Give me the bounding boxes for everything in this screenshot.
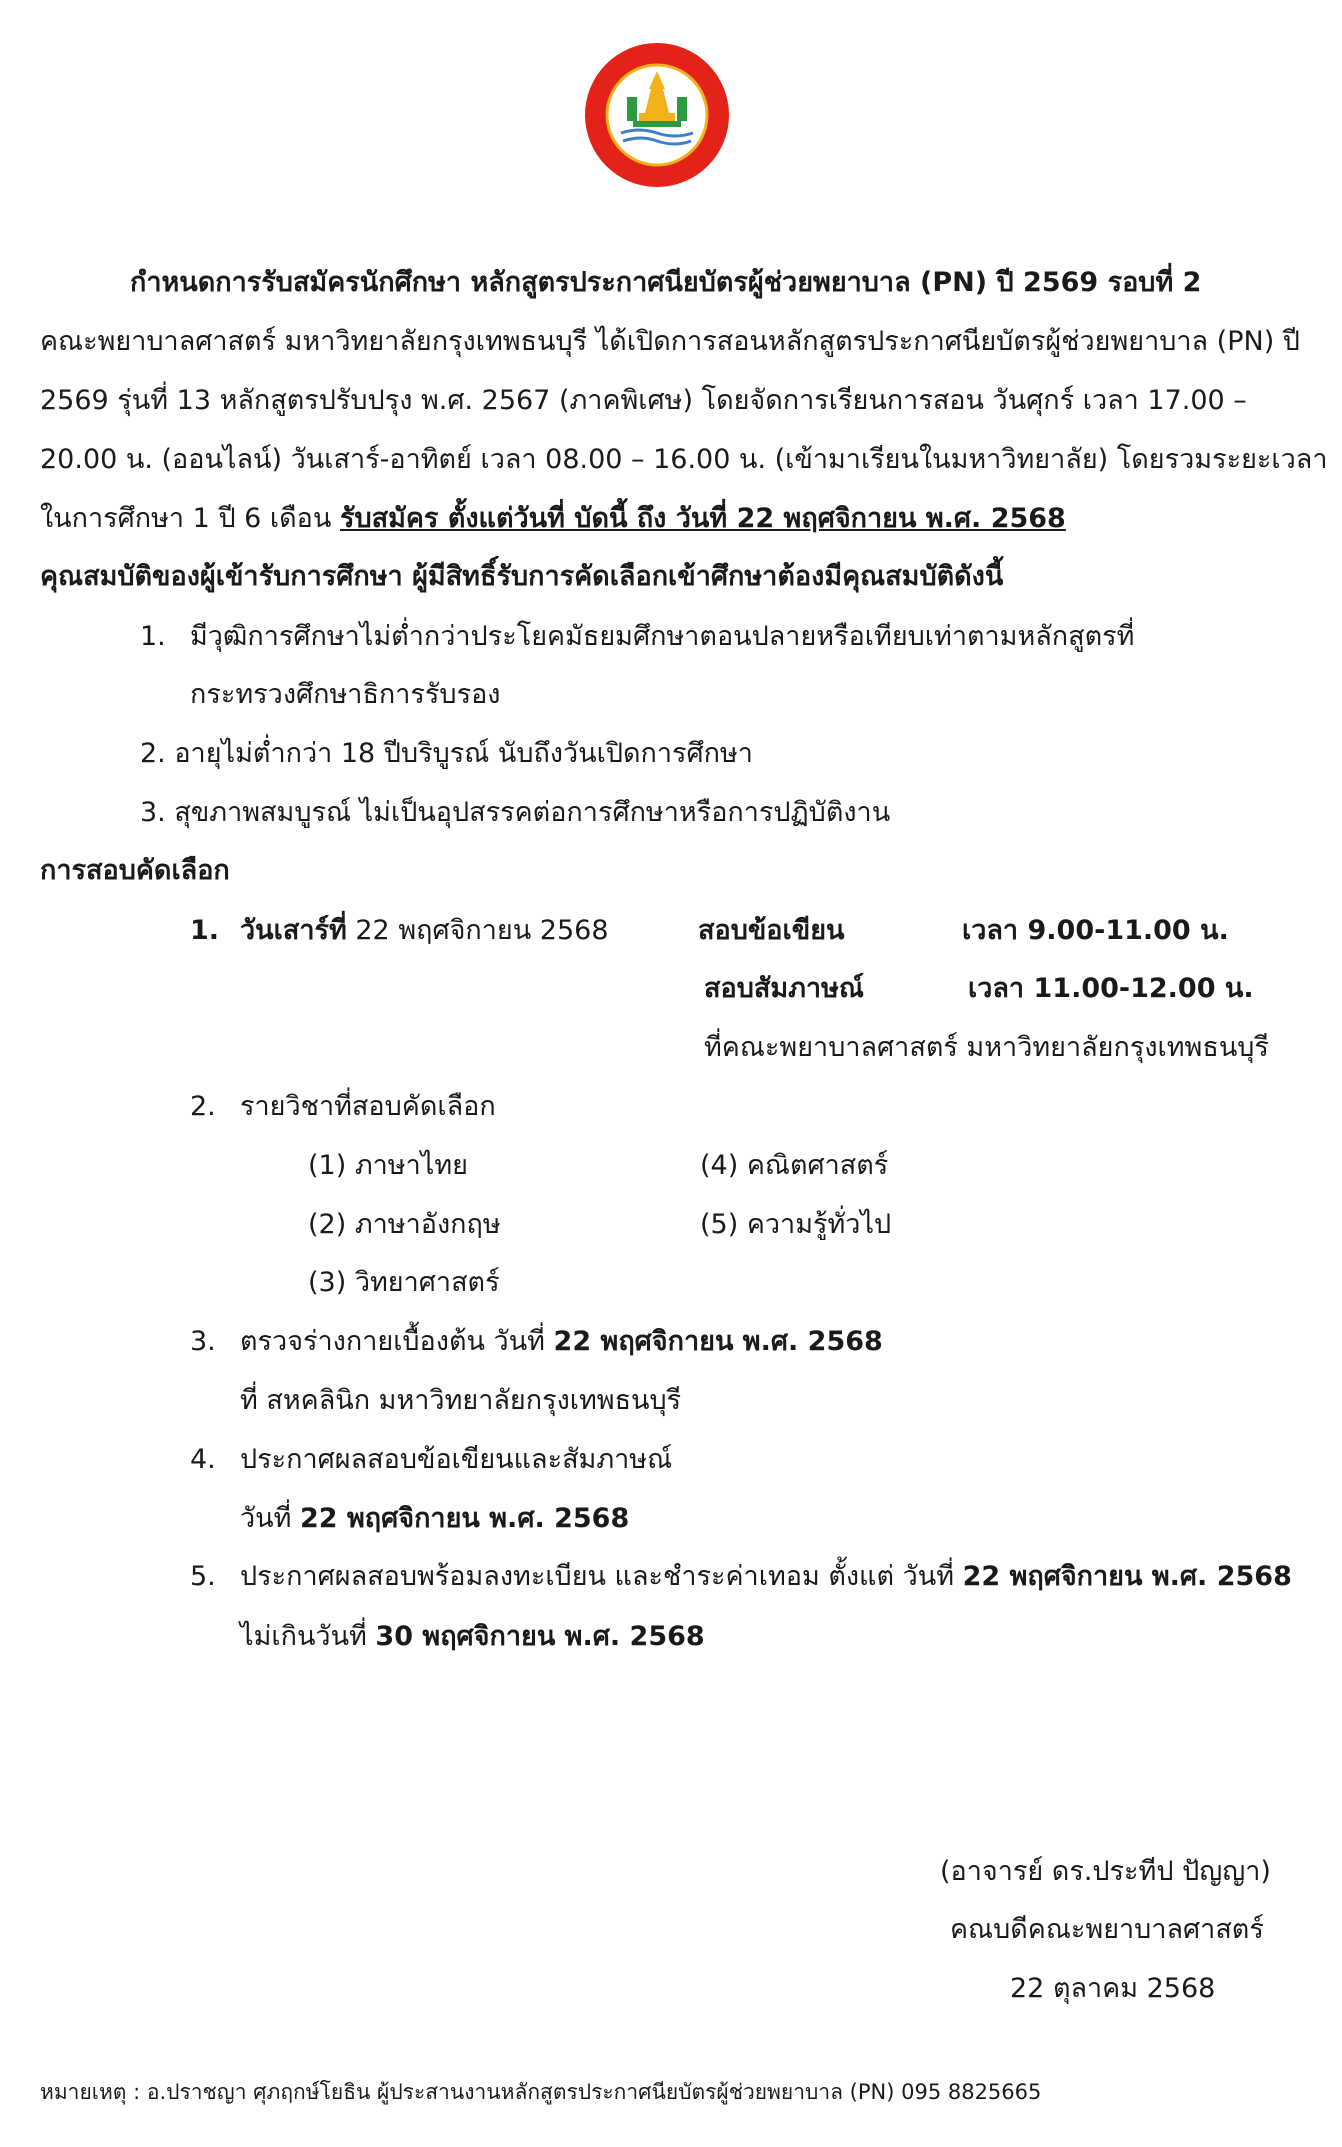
interview-label: สอบสัมภาษณ์ [704, 973, 864, 1004]
selection-5-number: 5. [190, 1561, 216, 1592]
subject-thai: (1) ภาษาไทย [308, 1150, 468, 1181]
university-seal-logo [583, 41, 731, 189]
qualification-3: 3. สุขภาพสมบูรณ์ ไม่เป็นอุปสรรคต่อการศึกษาหรือการปฏิบัติงาน [140, 797, 891, 828]
exam-date [240, 914, 609, 948]
intro-line-3: 20.00 น. (ออนไลน์) วันเสาร์-อาทิตย์ เวลา 08.00 – 16.00 น. (เข้ามาเรียนในมหาวิทยาลัย) โดยรวมระยะเวลา [40, 444, 1328, 475]
interview-time: เวลา 11.00-12.00 น. [968, 973, 1254, 1004]
registration-end-label: ไม่เกินวันที่ [240, 1621, 376, 1652]
subject-general-knowledge: (5) ความรู้ทั่วไป [700, 1209, 892, 1240]
registration-line-2 [240, 1620, 705, 1654]
results-date-value: 22 พฤศจิกายน พ.ศ. 2568 [300, 1503, 630, 1534]
intro-duration: ในการศึกษา 1 ปี 6 เดือน [40, 503, 340, 534]
qualifications-heading: คุณสมบัติของผู้เข้ารับการศึกษา ผู้มีสิทธิ์รับการคัดเลือกเข้าศึกษาต้องมีคุณสมบัติดังนี้ [40, 561, 1004, 592]
intro-line-2: 2569 รุ่นที่ 13 หลักสูตรปรับปรุง พ.ศ. 2567 (ภาคพิเศษ) โดยจัดการเรียนการสอน วันศุกร์ เวลา 17.00 – [40, 385, 1247, 416]
subject-english: (2) ภาษาอังกฤษ [308, 1209, 501, 1240]
qualification-2: 2. อายุไม่ต่ำกว่า 18 ปีบริบูรณ์ นับถึงวันเปิดการศึกษา [140, 738, 753, 769]
page-title: กำหนดการรับสมัครนักศึกษา หลักสูตรประกาศนียบัตรผู้ช่วยพยาบาล (PN) ปี 2569 รอบที่ 2 [130, 267, 1202, 298]
signature-date: 22 ตุลาคม 2568 [1010, 1973, 1216, 2004]
selection-2-number: 2. [190, 1091, 216, 1122]
exam-day: วันเสาร์ที่ [240, 915, 347, 946]
selection-heading: การสอบคัดเลือก [40, 855, 230, 886]
signatory-name: (อาจารย์ ดร.ประทีป ปัญญา) [940, 1856, 1271, 1887]
qualification-1-number: 1. [140, 621, 166, 652]
subject-math: (4) คณิตศาสตร์ [700, 1150, 889, 1181]
registration-start-date: 22 พฤศจิกายน พ.ศ. 2568 [962, 1561, 1292, 1592]
physical-exam-date-value: 22 พฤศจิกายน พ.ศ. 2568 [553, 1326, 883, 1357]
registration-label: ประกาศผลสอบพร้อมลงทะเบียน และชำระค่าเทอม ตั้งแต่ วันที่ [240, 1561, 963, 1592]
selection-3-number: 3. [190, 1326, 216, 1357]
exam-location: ที่คณะพยาบาลศาสตร์ มหาวิทยาลัยกรุงเทพธนบุรี [704, 1032, 1269, 1063]
selection-1-number: 1. [190, 915, 220, 946]
results-date-label: วันที่ [240, 1503, 300, 1534]
selection-4-number: 4. [190, 1444, 216, 1475]
application-deadline: รับสมัคร ตั้งแต่วันที่ บัดนี้ ถึง วันที่ 22 พฤศจิกายน พ.ศ. 2568 [339, 503, 1066, 534]
physical-exam-location: ที่ สหคลินิก มหาวิทยาลัยกรุงเทพธนบุรี [240, 1385, 682, 1416]
subjects-label: รายวิชาที่สอบคัดเลือก [240, 1091, 496, 1122]
results-date [240, 1502, 629, 1536]
physical-exam-date [240, 1325, 883, 1359]
intro-line-1: คณะพยาบาลศาสตร์ มหาวิทยาลัยกรุงเทพธนบุรี ได้เปิดการสอนหลักสูตรประกาศนียบัตรผู้ช่วยพยาบาล (PN) ปี [40, 326, 1300, 357]
subject-science: (3) วิทยาศาสตร์ [308, 1267, 500, 1298]
footer-note: หมายเหตุ : อ.ปราชญา ศุภฤกษ์โยธิน ผู้ประสานงานหลักสูตรประกาศนียบัตรผู้ช่วยพยาบาล (PN) 095 8825665 [40, 2080, 1042, 2104]
written-exam-time: เวลา 9.00-11.00 น. [962, 915, 1229, 946]
physical-exam-label: ตรวจร่างกายเบื้องต้น วันที่ [240, 1326, 554, 1357]
registration-line-1 [240, 1560, 1292, 1594]
registration-end-date: 30 พฤศจิกายน พ.ศ. 2568 [375, 1621, 705, 1652]
results-announcement: ประกาศผลสอบข้อเขียนและสัมภาษณ์ [240, 1444, 673, 1475]
signatory-position: คณบดีคณะพยาบาลศาสตร์ [950, 1914, 1264, 1945]
qualification-1-line-1: มีวุฒิการศึกษาไม่ต่ำกว่าประโยคมัธยมศึกษาตอนปลายหรือเทียบเท่าตามหลักสูตรที่ [190, 621, 1135, 652]
intro-line-4 [40, 502, 1066, 536]
written-exam-label: สอบข้อเขียน [698, 915, 845, 946]
exam-date-value: 22 พฤศจิกายน 2568 [346, 915, 609, 946]
qualification-1-line-2: กระทรวงศึกษาธิการรับรอง [190, 679, 501, 710]
